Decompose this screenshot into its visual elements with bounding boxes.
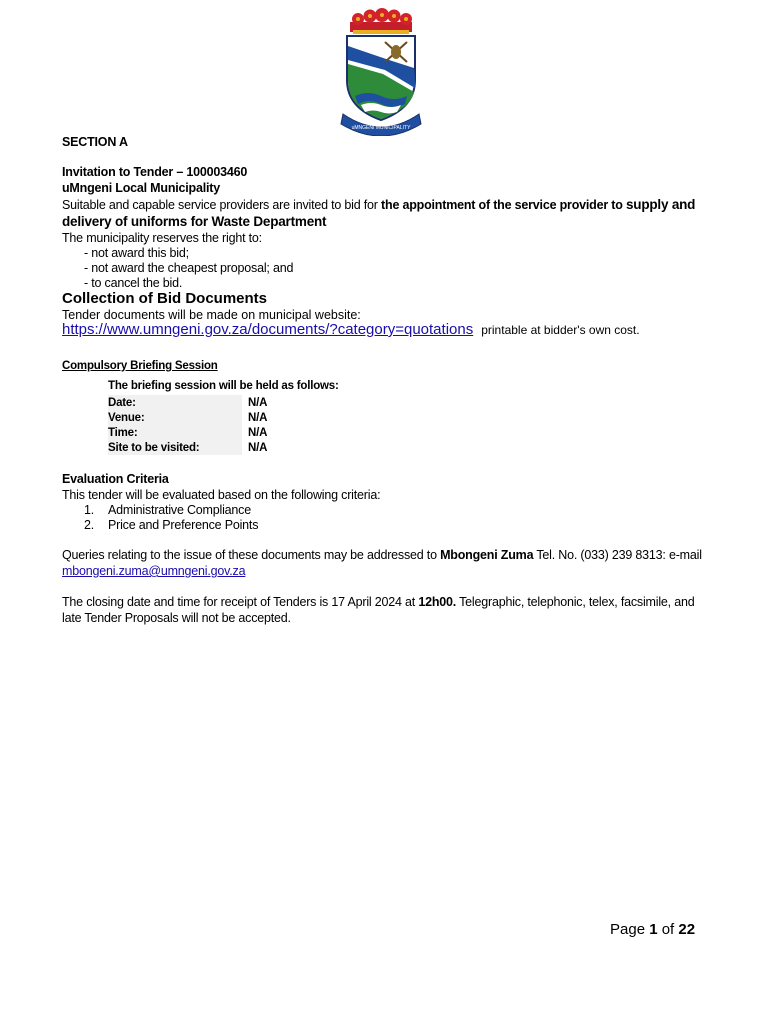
briefing-value: N/A <box>248 426 268 439</box>
collection-link-row <box>62 321 640 339</box>
page-current: 1 <box>649 921 658 938</box>
reserves-item: - not award this bid; <box>84 246 189 260</box>
documents-url-link[interactable]: https://www.umngeni.gov.za/documents/?category=quotations <box>62 321 474 338</box>
criterion-text: Administrative Compliance <box>108 503 251 517</box>
page-number <box>610 921 695 938</box>
reserves-item: - not award the cheapest proposal; and <box>84 261 294 275</box>
invitation-intro-plain: Suitable and capable service providers are invited to bid for <box>62 198 382 212</box>
printable-note: printable at bidder's own cost. <box>481 323 640 337</box>
closing-pre: The closing date and time for receipt of Tenders is 17 April 2024 at <box>62 595 419 609</box>
briefing-value: N/A <box>248 411 268 424</box>
page-label: Page <box>610 921 650 938</box>
banner-text: uMNGENI MUNICIPALITY <box>351 125 411 131</box>
briefing-row <box>108 440 288 455</box>
tender-title: Invitation to Tender – 100003460 <box>62 165 248 179</box>
briefing-row <box>108 395 288 410</box>
briefing-label: Time: <box>108 425 242 440</box>
of-label: of <box>657 921 679 938</box>
reserves-intro: The municipality reserves the right to: <box>62 231 262 245</box>
shield <box>347 36 415 120</box>
closing-text-line2: late Tender Proposals will not be accepted. <box>62 611 291 625</box>
queries-text <box>62 548 702 562</box>
reserves-item: - to cancel the bid. <box>84 276 183 290</box>
evaluation-heading: Evaluation Criteria <box>62 472 169 486</box>
briefing-heading: Compulsory Briefing Session <box>62 360 218 372</box>
invitation-intro-bold: the appointment of the service provider to <box>381 198 626 212</box>
collection-heading: Collection of Bid Documents <box>62 290 268 307</box>
queries-pre: Queries relating to the issue of these documents may be addressed to <box>62 548 441 562</box>
closing-time: 12h00. <box>418 595 457 609</box>
briefing-row <box>108 410 288 425</box>
evaluation-criterion <box>84 503 251 517</box>
invitation-intro-bold-big: supply and <box>625 197 696 212</box>
criterion-number: 2. <box>84 518 95 532</box>
queries-contact: Mbongeni Zuma <box>440 548 534 562</box>
closing-post: Telegraphic, telephonic, telex, facsimile, and <box>456 595 695 609</box>
evaluation-text: This tender will be evaluated based on the following criteria: <box>62 488 381 502</box>
criterion-text: Price and Preference Points <box>108 518 259 532</box>
invitation-intro <box>62 197 695 212</box>
closing-text <box>62 595 694 609</box>
briefing-value: N/A <box>248 396 268 409</box>
briefing-intro: The briefing session will be held as follows: <box>108 380 339 392</box>
contact-email-link[interactable]: mbongeni.zuma@umngeni.gov.za <box>62 564 246 578</box>
briefing-table <box>108 395 288 455</box>
briefing-row <box>108 425 288 440</box>
invitation-intro-line2: delivery of uniforms for Waste Department <box>62 214 327 229</box>
criterion-number: 1. <box>84 503 95 517</box>
briefing-value: N/A <box>248 441 268 454</box>
briefing-label: Venue: <box>108 410 242 425</box>
evaluation-criterion <box>84 518 258 532</box>
municipality-crest-logo <box>333 8 428 136</box>
briefing-label: Date: <box>108 395 242 410</box>
municipality-name: uMngeni Local Municipality <box>62 181 221 195</box>
crown-flowers <box>350 8 412 34</box>
section-heading: SECTION A <box>62 135 128 149</box>
collection-text: Tender documents will be made on municipal website: <box>62 308 361 322</box>
page-total: 22 <box>678 921 696 938</box>
queries-post: Tel. No. (033) 239 8313: e-mail <box>533 548 702 562</box>
briefing-label: Site to be visited: <box>108 440 242 455</box>
